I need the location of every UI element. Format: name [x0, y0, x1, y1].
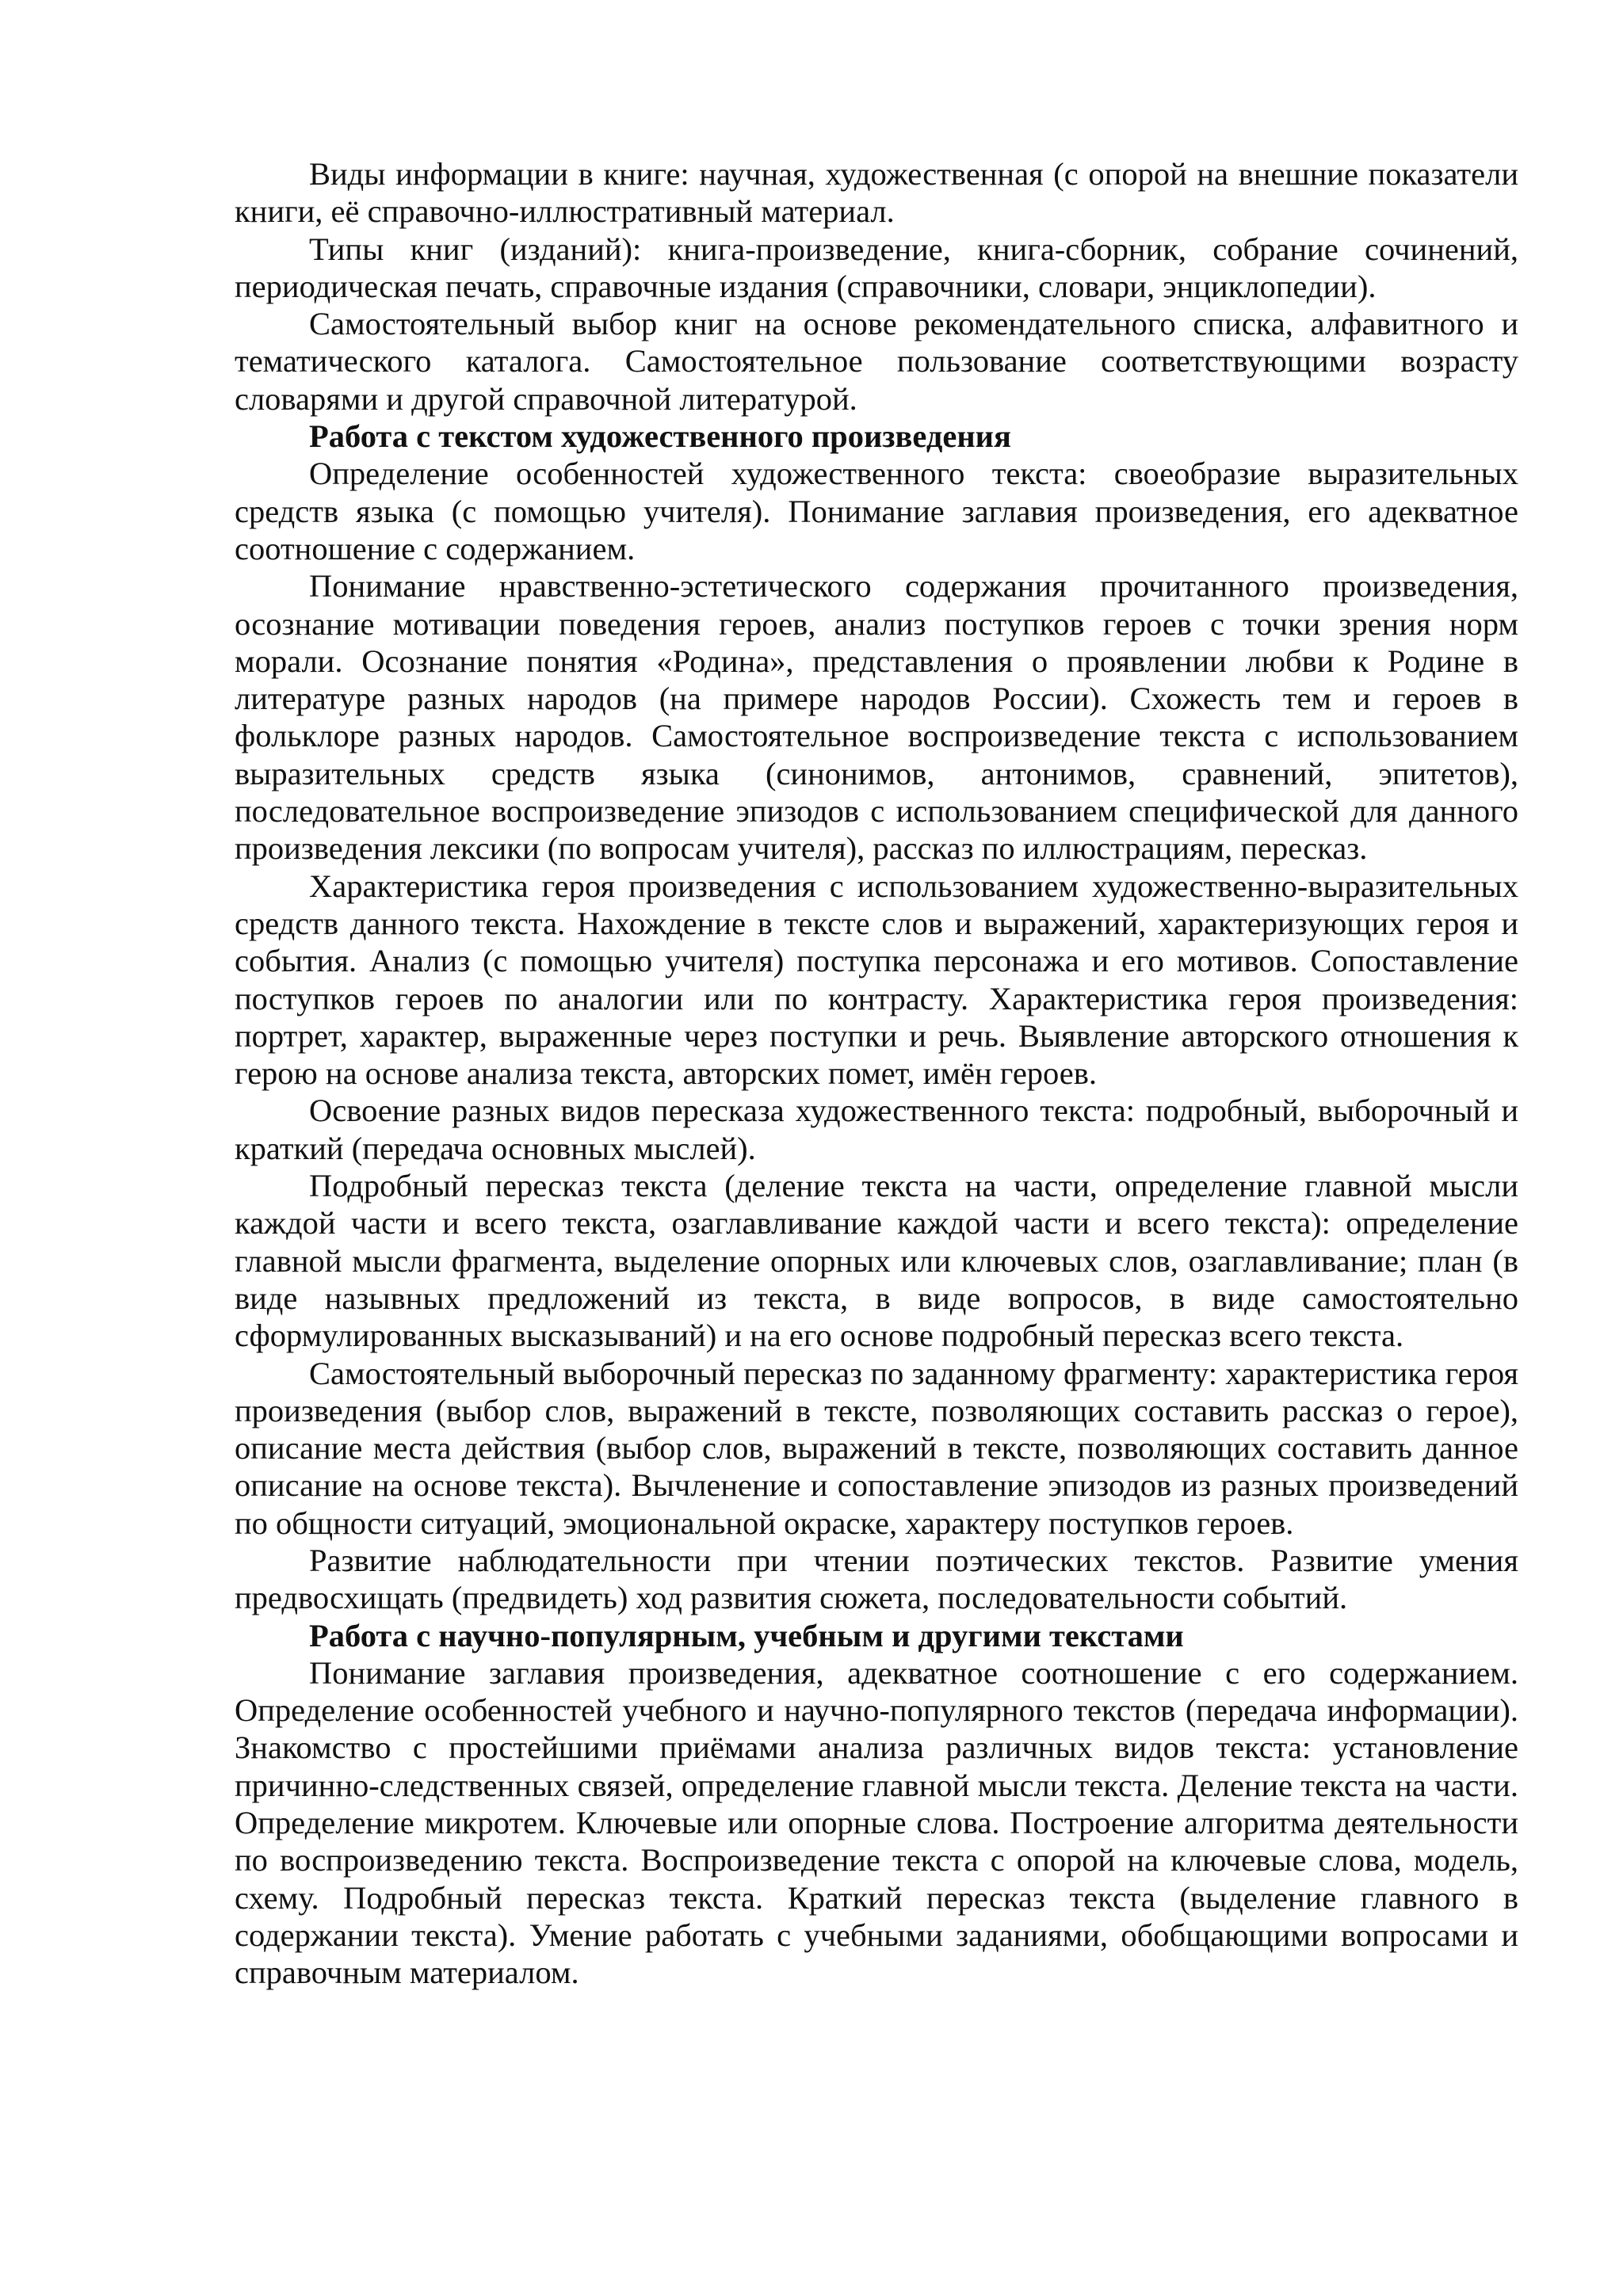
paragraph-detailed-retelling: Подробный пересказ текста (деление текста на части, определение главной мысли каждой части и всего текста, озаглавливание каждой части и всего текста): определение главной мысли фрагмента, выделение опорных или ключевых слов, озаглавливание; план (в виде назывных предложений из текста, в виде вопросов, в виде самостоятельно сформулированных высказываний) и на его основе подробный пересказ всего текста.	[235, 1168, 1518, 1354]
paragraph-book-choice: Самостоятельный выбор книг на основе рекомендательного списка, алфавитного и тематического каталога. Самостоятельное пользование соответствующими возрасту словарями и другой справочной литературой.	[235, 306, 1518, 417]
paragraph-hero-characteristics: Характеристика героя произведения с использованием художественно-выразительных средств данного текста. Нахождение в тексте слов и выражений, характеризующих героя и события. Анализ (с помощью учителя) поступка персонажа и его мотивов. Сопоставление поступков героев по аналогии или по контрасту. Характеристика героя произведения: портрет, характер, выраженные через поступки и речь. Выявление авторского отношения к герою на основе анализа текста, авторских помет, имён героев.	[235, 868, 1518, 1092]
paragraph-book-types: Типы книг (изданий): книга-произведение, книга-сборник, собрание сочинений, периодическая печать, справочные издания (справочники, словари, энциклопедии).	[235, 231, 1518, 304]
section-heading-popular-science: Работа с научно-популярным, учебным и другими текстами	[309, 1617, 1184, 1653]
paragraph-selective-retelling: Самостоятельный выборочный пересказ по заданному фрагменту: характеристика героя произведения (выбор слов, выражений в тексте, позволяющих составить рассказ о герое), описание места действия (выбор слов, выражений в тексте, позволяющих составить данное описание на основе текста). Вычленение и сопоставление эпизодов из разных произведений по общности ситуаций, эмоциональной окраске, характеру поступков героев.	[235, 1355, 1518, 1541]
paragraph-moral-content: Понимание нравственно-эстетического содержания прочитанного произведения, осознание мотивации поведения героев, анализ поступков героев с точки зрения норм морали. Осознание понятия «Родина», представления о проявлении любви к Родине в литературе разных народов (на примере народов России). Схожесть тем и героев в фольклоре разных народов. Самостоятельное воспроизведение текста с использованием выразительных средств языка (синонимов, антонимов, сравнений, эпитетов), последовательное воспроизведение эпизодов с использованием специфической для данного произведения лексики (по вопросам учителя), рассказ по иллюстрациям, пересказ.	[235, 568, 1518, 867]
paragraph-info-types: Виды информации в книге: научная, художественная (с опорой на внешние показатели книги, её справочно-иллюстративный материал.	[235, 156, 1518, 230]
paragraph-retelling-types: Освоение разных видов пересказа художественного текста: подробный, выборочный и краткий (передача основных мыслей).	[235, 1093, 1518, 1166]
paragraph-observation: Развитие наблюдательности при чтении поэтических текстов. Развитие умения предвосхищать (предвидеть) ход развития сюжета, последовательности событий.	[235, 1542, 1518, 1616]
section-heading-fiction: Работа с текстом художественного произведения	[309, 418, 1011, 455]
paragraph-popular-science: Понимание заглавия произведения, адекватное соотношение с его содержанием. Определение особенностей учебного и научно-популярного текстов (передача информации). Знакомство с простейшими приёмами анализа различных видов текста: установление причинно-следственных связей, определение главной мысли текста. Деление текста на части. Определение микротем. Ключевые или опорные слова. Построение алгоритма деятельности по воспроизведению текста. Воспроизведение текста с опорой на ключевые слова, модель, схему. Подробный пересказ текста. Краткий пересказ текста (выделение главного в содержании текста). Умение работать с учебными заданиями, обобщающими вопросами и справочным материалом.	[235, 1654, 1518, 1991]
paragraph-fiction-features: Определение особенностей художественного текста: своеобразие выразительных средств языка (с помощью учителя). Понимание заглавия произведения, его адекватное соотношение с содержанием.	[235, 456, 1518, 566]
document-page	[235, 155, 1518, 1992]
